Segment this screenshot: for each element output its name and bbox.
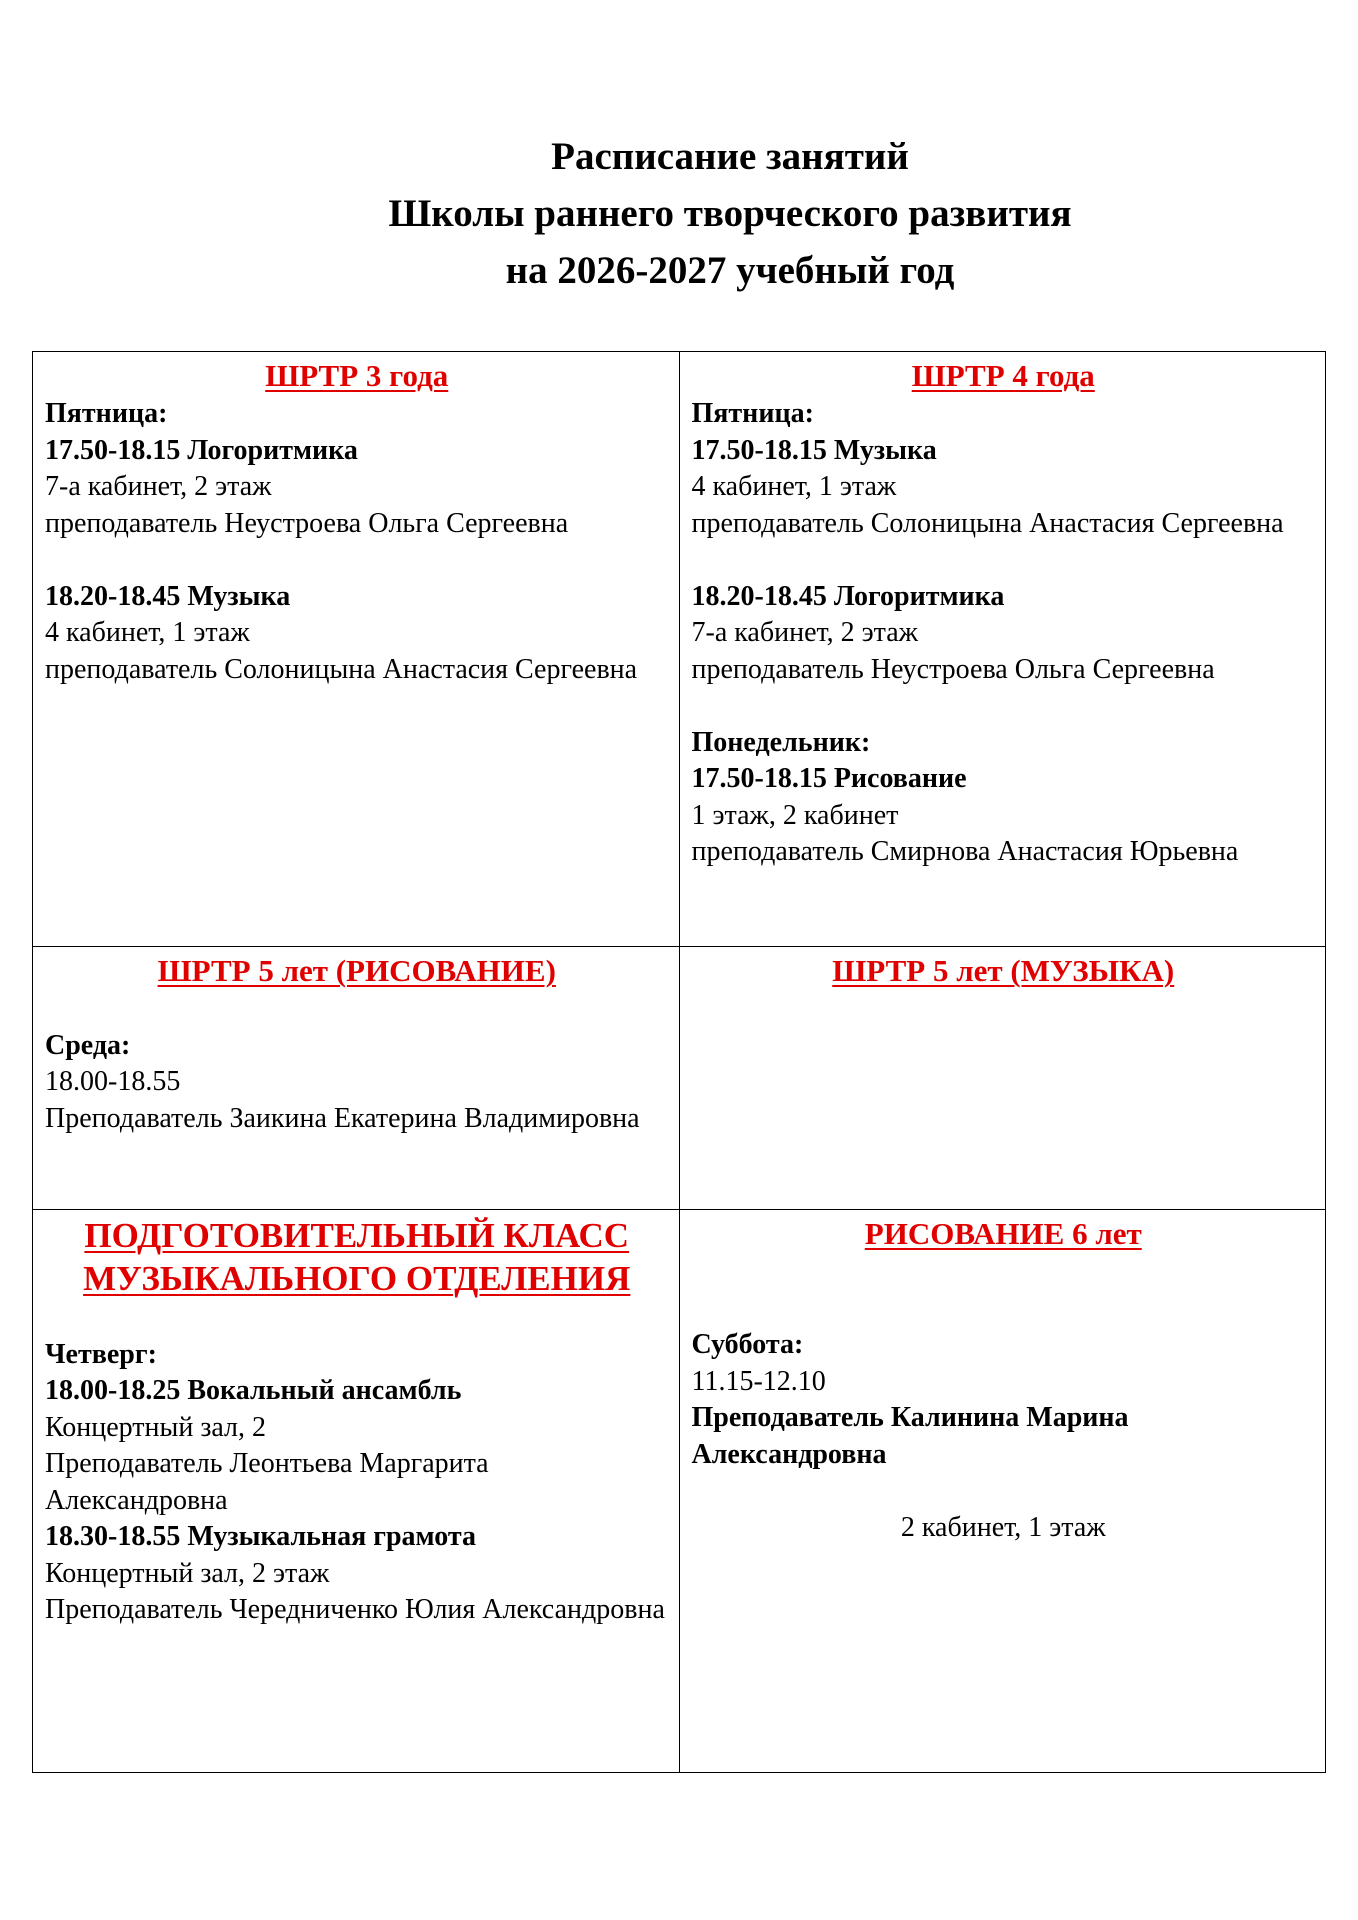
session-teacher: преподаватель Смирнова Анастасия Юрьевна	[691, 836, 1239, 867]
session-room: Концертный зал, 2	[45, 1411, 267, 1443]
cell-preparatory-class	[33, 1210, 680, 1773]
day-label: Четверг:	[45, 1338, 157, 1370]
cell-shrtr-3	[33, 352, 680, 947]
cell-shrtr-4	[679, 352, 1326, 947]
session-room: 4 кабинет, 1 этаж	[691, 471, 897, 502]
document-title	[0, 128, 1358, 299]
session-time: 18.20-18.45 Музыка	[45, 580, 291, 612]
day-label: Пятница:	[691, 398, 814, 429]
day-label: Пятница:	[45, 398, 168, 429]
session-time: 17.50-18.15 Рисование	[691, 763, 967, 794]
session-time: 11.15-12.10	[691, 1365, 826, 1397]
cell-heading: РИСОВАНИЕ 6 лет	[864, 1216, 1142, 1251]
day-label: Понедельник:	[691, 726, 871, 758]
session-room: 2 кабинет, 1 этаж	[900, 1511, 1106, 1543]
session-teacher: преподаватель Неустроева Ольга Сергеевна	[45, 507, 569, 539]
spacer	[692, 542, 1316, 579]
session-room: 7-а кабинет, 2 этаж	[691, 617, 919, 648]
session-time: 18.30-18.55 Музыкальная грамота	[45, 1521, 476, 1552]
table-row	[33, 1210, 1326, 1773]
session-room: 1 этаж, 2 кабинет	[691, 799, 899, 831]
session-teacher: Преподаватель Калинина Марина Александровна	[691, 1402, 1129, 1470]
cell-drawing-6	[679, 1210, 1326, 1773]
session-room: 7-а кабинет, 2 этаж	[45, 471, 272, 502]
title-line-3: на 2026-2027 учебный год	[505, 249, 955, 292]
spacer	[692, 688, 1316, 725]
session-room: 4 кабинет, 1 этаж	[45, 617, 250, 648]
cell-heading	[45, 1214, 669, 1300]
table-row	[33, 352, 1326, 947]
spacer	[692, 1473, 1316, 1510]
title-line-2: Школы раннего творческого развития	[388, 192, 1072, 235]
spacer	[692, 1254, 1316, 1291]
session-time: 18.20-18.45 Логоритмика	[691, 580, 1005, 612]
cell-heading: ШРТР 5 лет (МУЗЫКА)	[832, 953, 1175, 988]
session-teacher: преподаватель Солоницына Анастасия Сергеевна	[45, 653, 638, 685]
day-label: Среда:	[45, 1029, 131, 1061]
session-room: Концертный зал, 2 этаж	[45, 1557, 330, 1589]
cell-heading: ШРТР 4 года	[911, 358, 1095, 393]
session-teacher: Преподаватель Леонтьева Маргарита Александровна	[45, 1448, 489, 1516]
session-teacher: Преподаватель Чередниченко Юлия Александровна	[45, 1594, 665, 1625]
session-teacher: преподаватель Неустроева Ольга Сергеевна	[691, 653, 1215, 685]
session-time: 18.00-18.55	[45, 1066, 181, 1097]
cell-shrtr-5-music	[679, 947, 1326, 1210]
spacer	[45, 1300, 669, 1337]
cell-heading-line: МУЗЫКАЛЬНОГО ОТДЕЛЕНИЯ	[83, 1259, 631, 1298]
cell-shrtr-5-drawing	[33, 947, 680, 1210]
session-teacher: преподаватель Солоницына Анастасия Сергеевна	[691, 507, 1284, 539]
session-time: 18.00-18.25 Вокальный ансамбль	[45, 1375, 462, 1406]
session-teacher: Преподаватель Заикина Екатерина Владимировна	[45, 1102, 640, 1134]
spacer	[45, 991, 669, 1028]
cell-heading-line: ПОДГОТОВИТЕЛЬНЫЙ КЛАСС	[84, 1216, 630, 1255]
spacer	[692, 1291, 1316, 1328]
session-time: 17.50-18.15 Логоритмика	[45, 434, 358, 466]
session-time: 17.50-18.15 Музыка	[691, 434, 937, 466]
day-label: Суббота:	[691, 1329, 804, 1360]
title-line-1: Расписание занятий	[551, 135, 909, 178]
cell-heading: ШРТР 5 лет (РИСОВАНИЕ)	[157, 953, 556, 988]
cell-heading: ШРТР 3 года	[265, 358, 449, 393]
spacer	[45, 542, 669, 579]
table-row	[33, 947, 1326, 1210]
schedule-table	[32, 351, 1326, 1773]
